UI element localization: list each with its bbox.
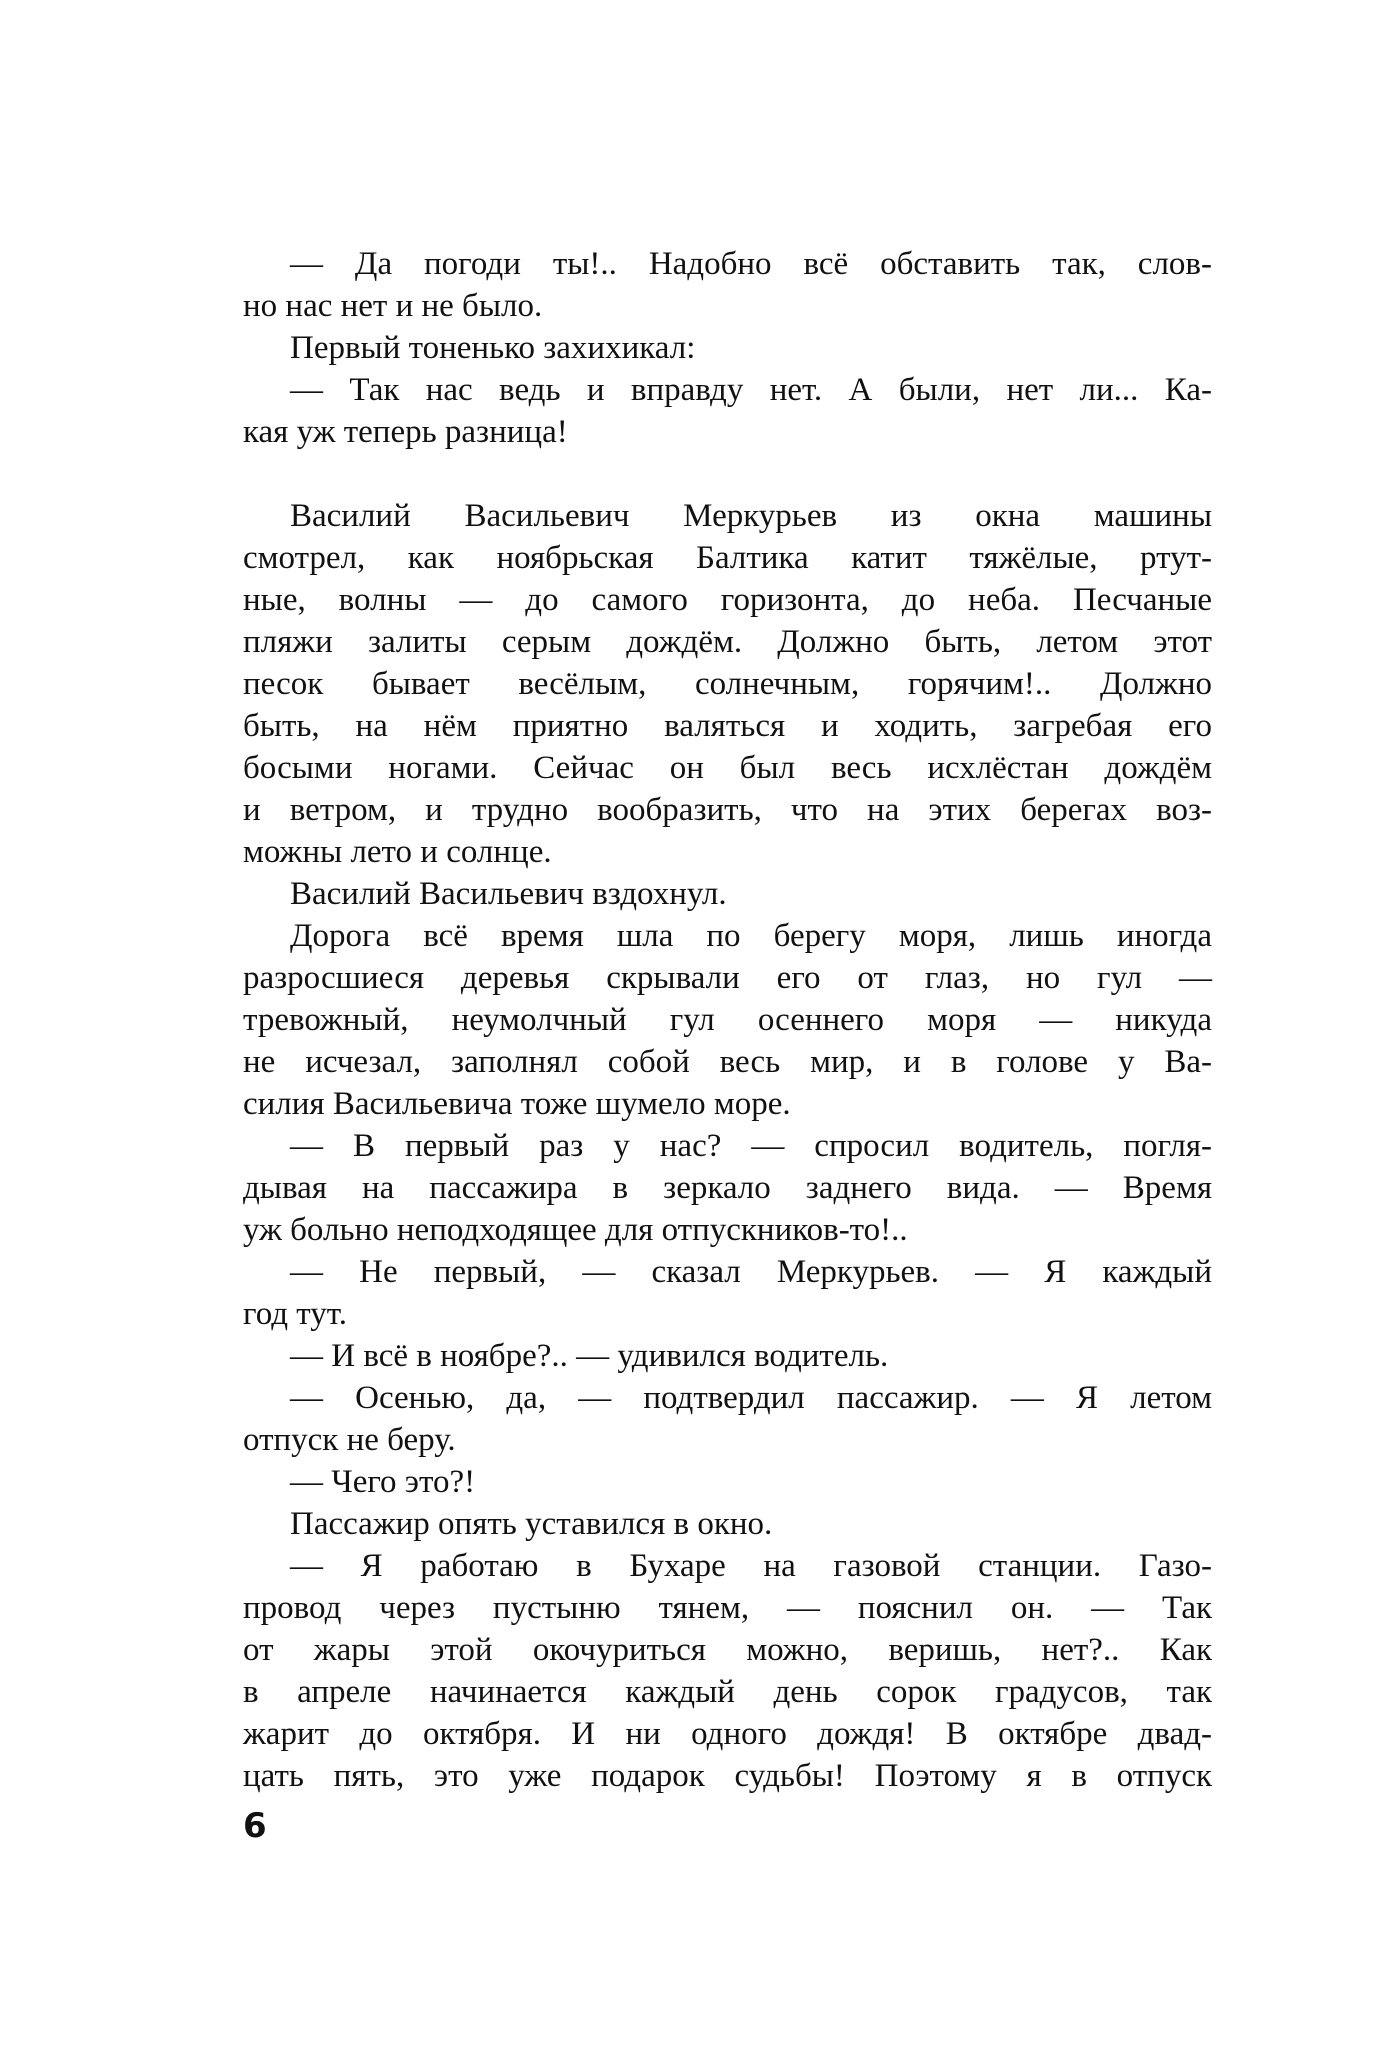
page-number: 6 [243,1806,267,1846]
text-line: цать пять, это уже подарок судьбы! Поэтому я в отпуск [243,1758,1212,1794]
body-text [243,243,1212,1797]
text-line: ные, волны — до самого горизонта, до неба. Песчаные [243,582,1212,618]
text-line: — Так нас ведь и вправду нет. А были, нет ли... Ка- [290,372,1212,408]
text-line: кая уж теперь разница! [243,414,568,450]
text-line: Дорога всё время шла по берегу моря, лишь иногда [290,918,1212,954]
text-line: и ветром, и трудно вообразить, что на этих берегах воз- [243,792,1212,828]
text-line: быть, на нём приятно валяться и ходить, загребая его [243,708,1212,744]
text-line: смотрел, как ноябрьская Балтика катит тяжёлые, ртут- [243,540,1212,576]
text-line: в апреле начинается каждый день сорок градусов, так [243,1674,1212,1710]
text-line: — В первый раз у нас? — спросил водитель, погля- [290,1128,1212,1164]
text-line: песок бывает весёлым, солнечным, горячим!.. Должно [243,666,1212,702]
text-line: Первый тоненько захихикал: [290,330,696,366]
text-line: пляжи залиты серым дождём. Должно быть, летом этот [243,624,1212,660]
text-line: тревожный, неумолчный гул осеннего моря — никуда [243,1002,1212,1038]
text-line: дывая на пассажира в зеркало заднего вида. — Время [243,1170,1212,1206]
text-line: год тут. [243,1296,347,1332]
text-line: — И всё в ноябре?.. — удивился водитель. [290,1338,889,1374]
text-line: силия Васильевича тоже шумело море. [243,1086,791,1122]
text-line: провод через пустыню тянем, — пояснил он. — Так [243,1590,1212,1626]
text-line: разросшиеся деревья скрывали его от глаз, но гул — [243,960,1212,996]
text-line: — Чего это?! [290,1464,476,1500]
text-line: можны лето и солнце. [243,834,552,870]
text-line: но нас нет и не было. [243,288,543,324]
text-line: Василий Васильевич вздохнул. [290,876,727,912]
text-line: Пассажир опять уставился в окно. [290,1506,773,1542]
text-line: — Да погоди ты!.. Надобно всё обставить так, слов- [290,246,1212,282]
blank-line [243,453,1212,495]
text-line: — Я работаю в Бухаре на газовой станции. Газо- [290,1548,1212,1584]
text-line: — Не первый, — сказал Меркурьев. — Я каждый [290,1254,1212,1290]
text-line: отпуск не беру. [243,1422,456,1458]
text-line: Василий Васильевич Меркурьев из окна машины [290,498,1212,534]
text-line: босыми ногами. Сейчас он был весь исхлёстан дождём [243,750,1212,786]
text-line: не исчезал, заполнял собой весь мир, и в голове у Ва- [243,1044,1212,1080]
text-line: — Осенью, да, — подтвердил пассажир. — Я летом [290,1380,1212,1416]
text-line: от жары этой окочуриться можно, веришь, нет?.. Как [243,1632,1212,1668]
text-line: уж больно неподходящее для отпускников-то!.. [243,1212,908,1248]
text-line: жарит до октября. И ни одного дождя! В октябре двад- [243,1716,1212,1752]
